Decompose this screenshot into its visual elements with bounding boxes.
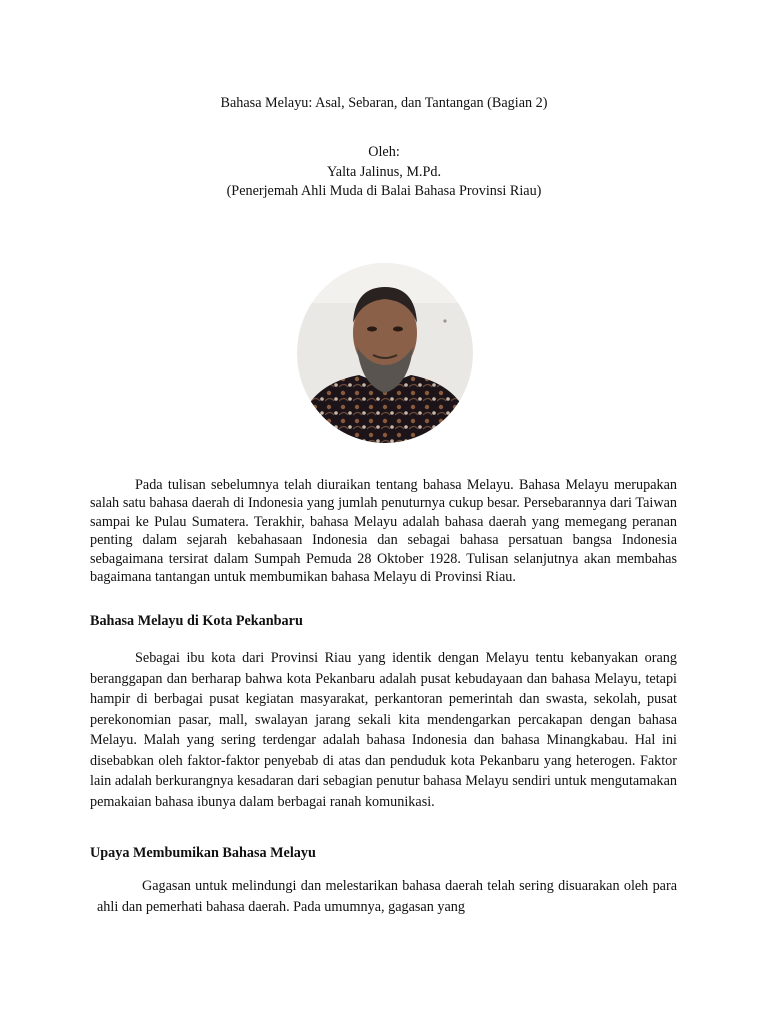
intro-paragraph [90, 476, 677, 586]
author-photo-illustration [297, 263, 473, 443]
author-photo [297, 263, 473, 443]
section-paragraph-text: Sebagai ibu kota dari Provinsi Riau yang identik dengan Melayu tentu kebanyakan orang beranggapan dan berharap bahwa kota Pekanbaru adalah pusat kebudayaan dan bahasa Melayu, tetapi hampir di berbagai pusat kegiatan masyarakat, perkantoran pemerintah dan swasta, sekolah, pusat perekonomian pasar, mall, swalayan jarang sekali kita mendengarkan percakapan dengan bahasa Melayu. Malah yang sering terdengar adalah bahasa Indonesia dan bahasa Minangkabau. Hal ini disebabkan oleh faktor-faktor penyebab di atas dan penduduk kota Pekanbaru yang heterogen. Faktor lain adalah berkurangnya kesadaran dari sebagian penutur bahasa Melayu sendiri untuk mengutamakan pemakaian bahasa ibunya dalam berbagai ranah komunikasi. [90, 650, 677, 810]
section-paragraph-text: Gagasan untuk melindungi dan melestarikan bahasa daerah telah sering disuarakan oleh para ahli dan pemerhati bahasa daerah. Pada umumnya, gagasan yang [97, 878, 677, 915]
byline [0, 143, 768, 202]
section-heading: Bahasa Melayu di Kota Pekanbaru [90, 613, 303, 629]
article-title: Bahasa Melayu: Asal, Sebaran, dan Tantangan (Bagian 2) [220, 95, 548, 111]
intro-paragraph-text: Pada tulisan sebelumnya telah diuraikan tentang bahasa Melayu. Bahasa Melayu merupakan salah satu bahasa daerah di Indonesia yang jumlah penuturnya cukup besar. Persebarannya dari Taiwan sampai ke Pulau Sumatera. Terakhir, bahasa Melayu adalah bahasa daerah yang memegang peranan penting dalam sejarah kebahasaan Indonesia dan sebagai bahasa persatuan bangsa Indonesia sebagaimana tersirat dalam Sumpah Pemuda 28 Oktober 1928. Tulisan selanjutnya akan membahas bagaimana tantangan untuk membumikan bahasa Melayu di Provinsi Riau. [90, 477, 677, 586]
section-paragraph [90, 648, 677, 812]
wall-spot [443, 319, 446, 322]
author-name: Yalta Jalinus, M.Pd. [326, 163, 442, 180]
right-eye [393, 327, 403, 332]
section-paragraph [97, 876, 677, 917]
author-role: (Penerjemah Ahli Muda di Balai Bahasa Provinsi Riau) [226, 183, 542, 199]
left-eye [367, 327, 377, 332]
section-heading: Upaya Membumikan Bahasa Melayu [90, 845, 316, 861]
byline-by: Oleh: [368, 144, 400, 160]
